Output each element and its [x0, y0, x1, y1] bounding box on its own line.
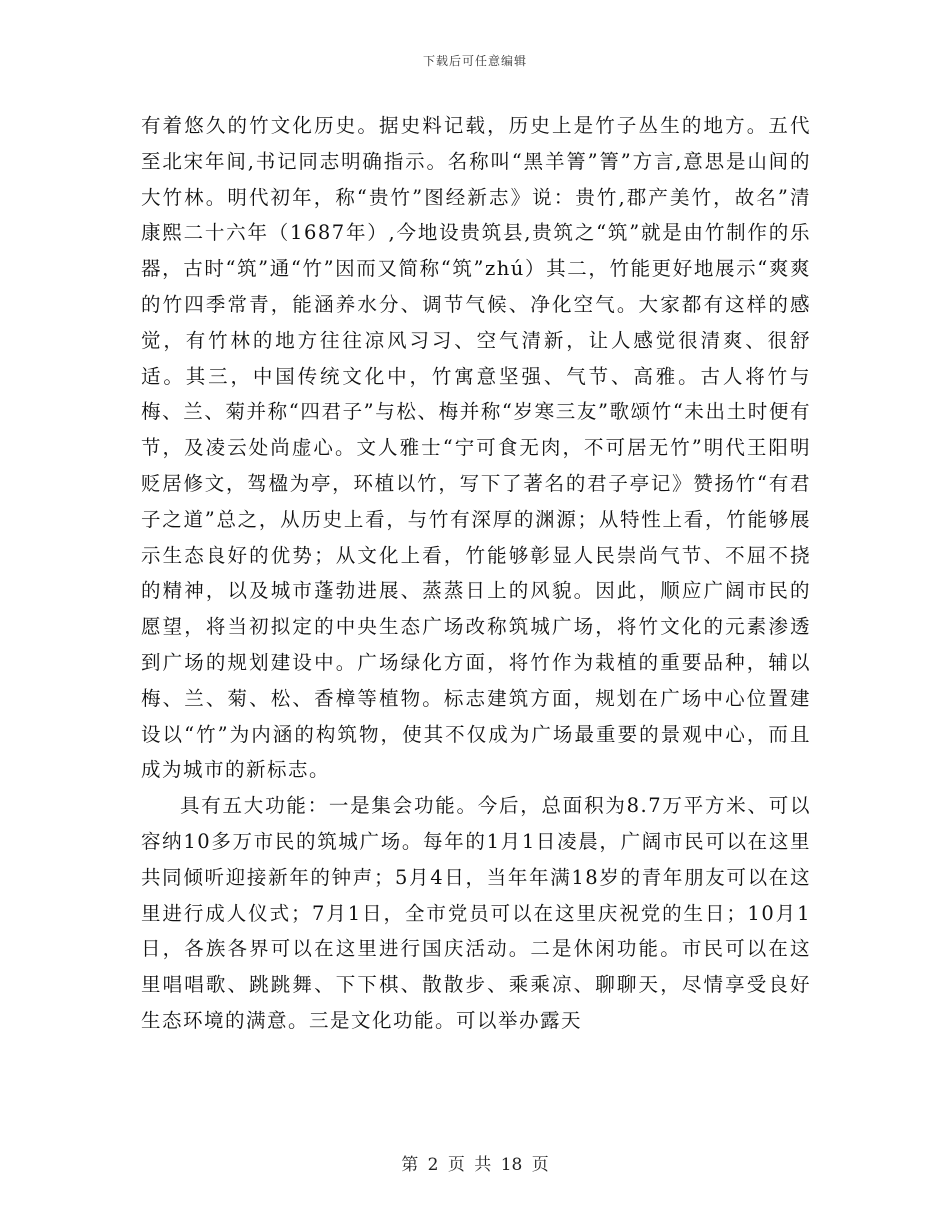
- page-header-note: 下载后可任意编辑: [422, 54, 527, 68]
- page-number-footer: 第 2 页 共 18 页: [401, 1155, 549, 1175]
- body-paragraph-2: 具有五大功能：一是集会功能。今后，总面积为8.7万平方米、可以容纳10多万市民的筑城广场。每年的1月1日凌晨，广阔市民可以在这里共同倾听迎接新年的钟声；5月4日，当年年满18岁的青年朋友可以在这里进行成人仪式；7月1日，全市党员可以在这里庆祝党的生日；10月1日，各族各界可以在这里进行国庆活动。二是休闲功能。市民可以在这里唱唱歌、跳跳舞、下下棋、散散步、乘乘凉、聊聊天，尽情享受良好生态环境的满意。三是文化功能。可以举办露天: [141, 794, 811, 1032]
- document-body: [141, 108, 811, 1039]
- body-paragraph-1: 有着悠久的竹文化历史。据史料记载，历史上是竹子丛生的地方。五代至北宋年间,书记同志明确指示。名称叫“黑羊箐”箐”方言,意思是山间的大竹林。明代初年，称“贵竹”图经新志》说：贵竹,郡产美竹，故名”清康熙二十六年（1687年）,今地设贵筑县,贵筑之“筑”就是由竹制作的乐器，古时“筑”通“竹”因而又简称“筑”zhú）其二，竹能更好地展示“爽爽的竹四季常青，能涵养水分、调节气候、净化空气。大家都有这样的感觉，有竹林的地方往往凉风习习、空气清新，让人感觉很清爽、很舒适。其三，中国传统文化中，竹寓意坚强、气节、高雅。古人将竹与梅、兰、菊并称“四君子”与松、梅并称“岁寒三友”歌颂竹“未出土时便有节，及凌云处尚虚心。文人雅士“宁可食无肉，不可居无竹”明代王阳明贬居修文，驾楹为亭，环植以竹，写下了著名的君子亭记》赞扬竹“有君子之道”总之，从历史上看，与竹有深厚的渊源；从特性上看，竹能够展示生态良好的优势；从文化上看，竹能够彰显人民崇尚气节、不屈不挠的精神，以及城市蓬勃进展、蒸蒸日上的风貌。因此，顺应广阔市民的愿望，将当初拟定的中央生态广场改称筑城广场，将竹文化的元素渗透到广场的规划建设中。广场绿化方面，将竹作为栽植的重要品种，辅以梅、兰、菊、松、香樟等植物。标志建筑方面，规划在广场中心位置建设以“竹”为内涵的构筑物，使其不仅成为广场最重要的景观中心，而且成为城市的新标志。: [141, 114, 811, 782]
